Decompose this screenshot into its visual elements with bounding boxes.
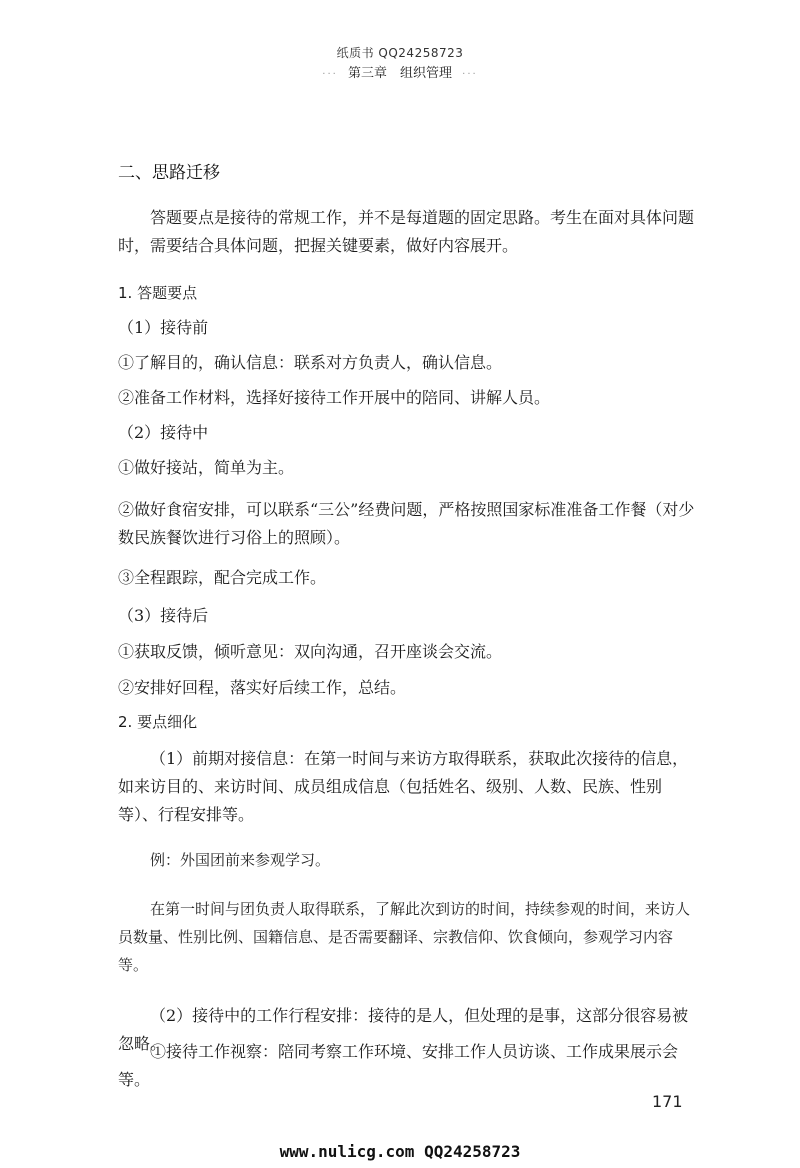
during-title: （2）接待中 — [118, 423, 209, 442]
section-title: 二、思路迁移 — [118, 163, 220, 183]
chapter-title: 第三章 组织管理 — [347, 66, 452, 81]
before-item-2: ②准备工作材料，选择好接待工作开展中的陪同、讲解人员。 — [118, 388, 551, 407]
part1-title: 1. 答题要点 — [118, 284, 198, 302]
example-label: 例：外国团前来参观学习。 — [150, 851, 331, 869]
after-item-1: ①获取反馈，倾听意见：双向沟通，召开座谈会交流。 — [118, 642, 503, 661]
during-item-1: ①做好接站，简单为主。 — [118, 458, 295, 477]
footer-watermark: www.nulicg.com QQ24258723 — [279, 1142, 521, 1161]
after-title: （3）接待后 — [118, 606, 209, 625]
during-item-2: ②做好食宿安排，可以联系“三公”经费问题，严格按照国家标准准备工作餐（对少数民族餐饮进行习俗上的照顾）。 — [118, 500, 695, 547]
before-item-1: ①了解目的，确认信息：联系对方负责人，确认信息。 — [118, 353, 503, 372]
after-item-2: ②安排好回程，落实好后续工作，总结。 — [118, 678, 407, 697]
header-dots-right: ··· — [462, 69, 478, 80]
example-text: 在第一时间与团负责人取得联系，了解此次到访的时间，持续参观的时间，来访人员数量、性别比例、国籍信息、是否需要翻译、宗教信仰、饮食倾向，参观学习内容等。 — [118, 900, 691, 974]
part2-item-1: （1）前期对接信息：在第一时间与来访方取得联系，获取此次接待的信息，如来访目的、来访时间、成员组成信息（包括姓名、级别、人数、民族、性别等）、行程安排等。 — [118, 749, 689, 824]
intro-paragraph: 答题要点是接待的常规工作，并不是每道题的固定思路。考生在面对具体问题时，需要结合具体问题，把握关键要素，做好内容展开。 — [118, 208, 695, 255]
during-item-3: ③全程跟踪，配合完成工作。 — [118, 568, 327, 587]
page-number: 171 — [652, 1092, 683, 1111]
part2-item-2: （2）接待中的工作行程安排：接待的是人，但处理的是事，这部分很容易被忽略。 — [118, 1006, 689, 1053]
chapter-header — [0, 62, 800, 81]
part2-item-2-1: ①接待工作视察：陪同考察工作环境、安排工作人员访谈、工作成果展示会等。 — [118, 1042, 679, 1089]
part2-title: 2. 要点细化 — [118, 713, 198, 731]
before-title: （1）接待前 — [118, 318, 209, 337]
header-source: 纸质书 QQ24258723 — [336, 46, 464, 60]
header-dots-left: ··· — [322, 69, 338, 80]
